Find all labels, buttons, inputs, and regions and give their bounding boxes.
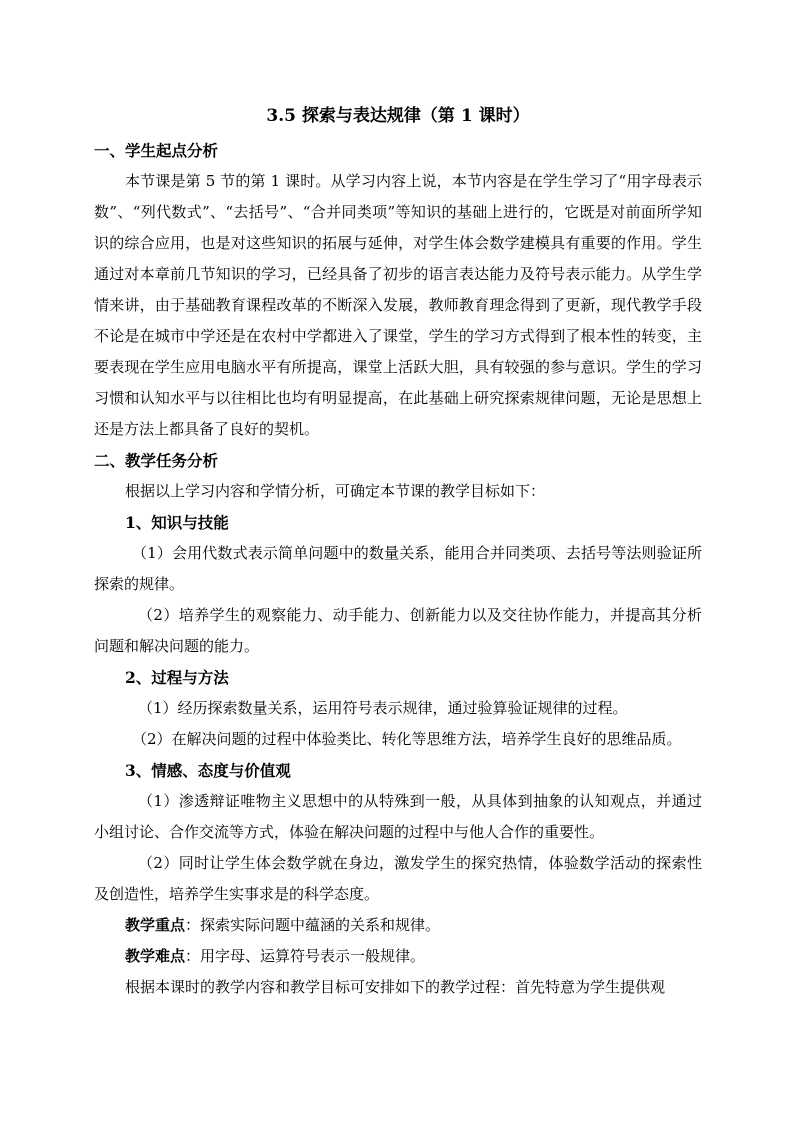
section-heading-student-analysis: 一、学生起点分析 — [94, 141, 219, 160]
list-item-process-2: （2）在解决问题的过程中体验类比、转化等思维方法，培养学生良好的思维品质。 — [132, 730, 682, 748]
subheading-knowledge-skills: 1、知识与技能 — [125, 513, 229, 532]
key-point-text: ：探索实际问题中蕴涵的关系和规律。 — [185, 916, 441, 934]
teaching-difficulty — [94, 941, 702, 972]
teaching-key-point — [94, 910, 702, 941]
page-title: 3.5 探索与表达规律（第 1 课时） — [266, 106, 530, 126]
subheading-process-method: 2、过程与方法 — [125, 668, 229, 687]
paragraph-task-intro: 根据以上学习内容和学情分析，可确定本节课的教学目标如下： — [125, 482, 546, 500]
paragraph-closing: 根据本课时的教学内容和教学目标可安排如下的教学过程：首先特意为学生提供观 — [125, 978, 666, 996]
section-heading-task-analysis: 二、教学任务分析 — [94, 451, 219, 470]
list-item-emotion-1: （1）渗透辩证唯物主义思想中的从特殊到一般，从具体到抽象的认知观点，并通过小组讨论、合作交流等方式，体验在解决问题的过程中与他人合作的重要性。 — [94, 792, 702, 841]
document-page — [94, 103, 702, 1003]
list-item-process-1: （1）经历探索数量关系，运用符号表示规律，通过验算验证规律的过程。 — [138, 699, 628, 717]
list-item-knowledge-1: （1）会用代数式表示简单问题中的数量关系，能用合并同类项、去括号等法则验证所探索的规律。 — [94, 544, 702, 593]
difficulty-text: ：用字母、运算符号表示一般规律。 — [185, 947, 426, 965]
list-item-emotion-2: （2）同时让学生体会数学就在身边，激发学生的探究热情，体验数学活动的探索性及创造性，培养学生实事求是的科学态度。 — [94, 854, 702, 903]
paragraph-student-analysis: 本节课是第 5 节的第 1 课时。从学习内容上说，本节内容是在学生学习了“用字母表示数”、“列代数式”、“去括号”、“合并同类项”等知识的基础上进行的，它既是对前面所学知识的综合应用，也是对这些知识的拓展与延伸，对学生体会数学建模具有重要的作用。学生通过对本章前几节知识的学习，已经具备了初步的语言表达能力及符号表示能力。从学生学情来讲，由于基础教育课程改革的不断深入发展，教师教育理念得到了更新，现代教学手段不论是在城市中学还是在农村中学都进入了课堂，学生的学习方式得到了根本性的转变，主要表现在学生应用电脑水平有所提高，课堂上活跃大胆，具有较强的参与意识。学生的学习习惯和认知水平与以往相比也均有明显提高，在此基础上研究探索规律问题，无论是思想上还是方法上都具备了良好的契机。 — [94, 172, 702, 438]
key-point-label: 教学重点 — [125, 916, 186, 934]
difficulty-label: 教学难点 — [125, 947, 186, 965]
subheading-emotion-values: 3、情感、态度与价值观 — [125, 761, 291, 780]
list-item-knowledge-2: （2）培养学生的观察能力、动手能力、创新能力以及交往协作能力，并提高其分析问题和解决问题的能力。 — [94, 606, 702, 655]
